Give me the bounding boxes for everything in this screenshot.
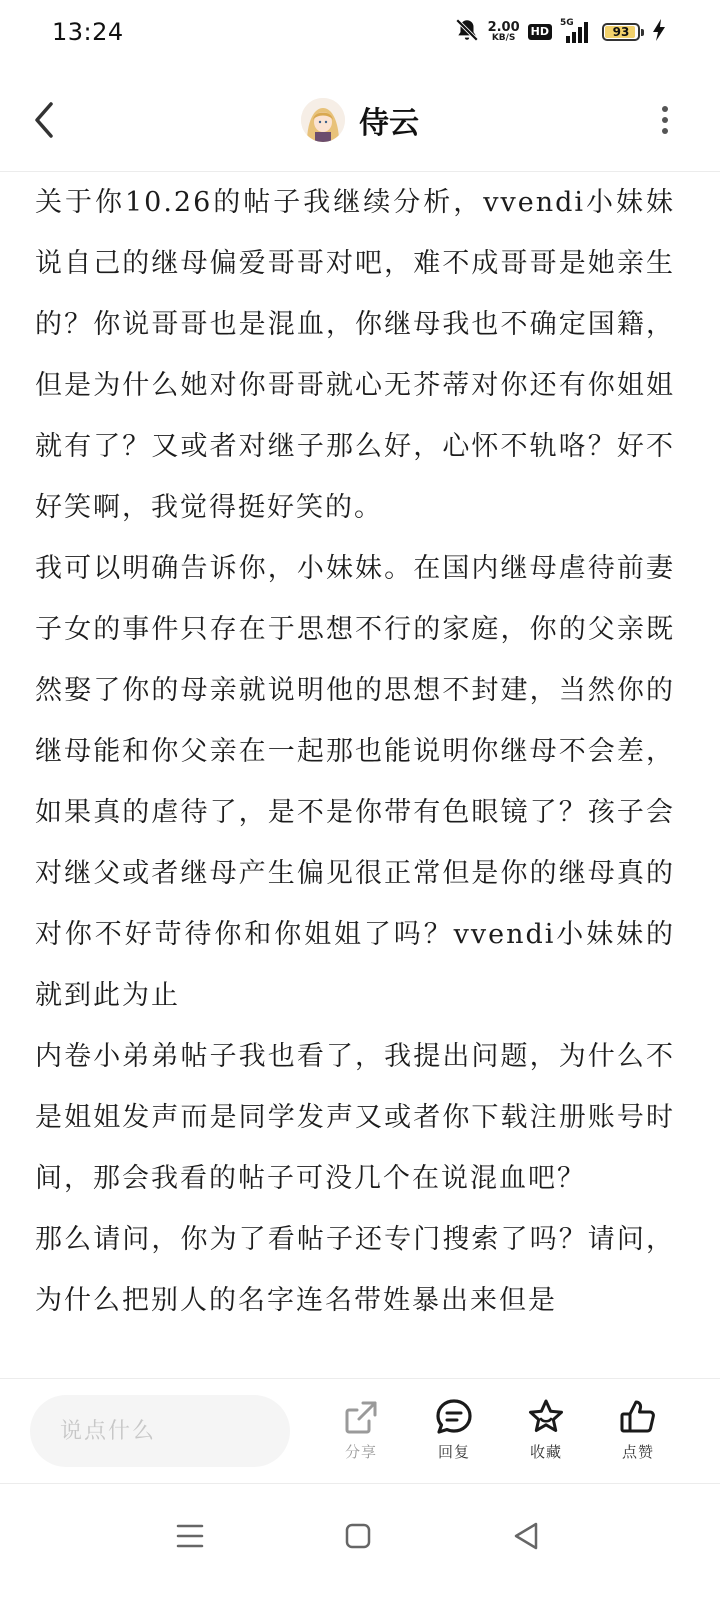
favorite-label: 收藏 — [529, 1443, 562, 1461]
thumbs-up-icon — [618, 1397, 658, 1437]
square-home-icon — [344, 1522, 372, 1550]
charging-bolt-icon — [652, 18, 666, 46]
network-speed-value: 2.00 — [487, 20, 520, 35]
battery-icon — [602, 23, 640, 41]
battery-indicator — [602, 23, 644, 41]
mute-bell-icon — [454, 17, 480, 47]
status-bar — [0, 0, 720, 64]
favorite-button[interactable] — [516, 1397, 576, 1471]
recent-apps-button[interactable] — [160, 1506, 220, 1566]
menu-icon — [175, 1523, 205, 1549]
triangle-back-icon — [512, 1521, 540, 1551]
network-speed — [488, 21, 520, 43]
status-icons — [454, 17, 666, 47]
reply-label: 回复 — [437, 1443, 470, 1461]
like-button[interactable] — [608, 1397, 668, 1471]
comment-input[interactable] — [30, 1395, 290, 1467]
bottom-action-bar — [0, 1378, 720, 1484]
author-info[interactable] — [0, 96, 720, 144]
reply-button[interactable] — [424, 1397, 484, 1471]
more-options-button[interactable] — [650, 100, 680, 140]
share-icon — [341, 1397, 381, 1437]
post-paragraph-2: 我可以明确告诉你，小妹妹。在国内继母虐待前妻子女的事件只存在于思想不行的家庭，你的父亲既然娶了你的母亲就说明他的思想不封建，当然你的继母能和你父亲在一起那也能说明你继母不会差，如果真的虐待了，是不是你带有色眼镜了？孩子会对继父或者继母产生偏见很正常但是你的继母真的对你不好苛待你和你姐姐了吗？vvendi小妹妹的就到此为止 — [35, 553, 675, 1011]
system-back-button[interactable] — [496, 1506, 556, 1566]
hd-badge: HD — [528, 24, 552, 40]
chat-bubble-icon — [434, 1397, 474, 1437]
star-icon — [526, 1397, 566, 1437]
home-button[interactable] — [328, 1506, 388, 1566]
signal-indicator — [560, 20, 594, 44]
author-name[interactable]: 侍云 — [359, 106, 419, 141]
like-label: 点赞 — [621, 1443, 654, 1461]
battery-level-text: 93 — [612, 25, 630, 39]
post-content — [35, 172, 675, 1378]
post-paragraph-3: 内卷小弟弟帖子我也看了，我提出问题，为什么不是姐姐发声而是同学发声又或者你下载注册账号时间，那会我看的帖子可没几个在说混血吧？ — [35, 1041, 675, 1194]
post-header — [0, 78, 720, 172]
network-speed-unit: KB/S — [491, 33, 516, 43]
share-label: 分享 — [344, 1443, 377, 1461]
post-paragraph-1: 关于你10.26的帖子我继续分析，vvendi小妹妹说自己的继母偏爱哥哥对吧，难不成哥哥是她亲生的？你说哥哥也是混血，你继母我也不确定国籍，但是为什么她对你哥哥就心无芥蒂对你还有你姐姐就有了？又或者对继子那么好，心怀不轨咯？好不好笑啊，我觉得挺好笑的。 — [35, 187, 675, 523]
avatar[interactable] — [301, 98, 345, 142]
post-paragraph-4: 那么请问，你为了看帖子还专门搜索了吗？请问，为什么把别人的名字连名带姓暴出来但是 — [35, 1224, 675, 1316]
battery-cap — [641, 29, 644, 36]
system-nav-bar — [0, 1484, 720, 1600]
share-button[interactable] — [331, 1397, 391, 1471]
more-vertical-icon — [660, 105, 670, 135]
network-type-label: 5G — [560, 18, 574, 28]
status-time: 13:24 — [52, 18, 124, 46]
